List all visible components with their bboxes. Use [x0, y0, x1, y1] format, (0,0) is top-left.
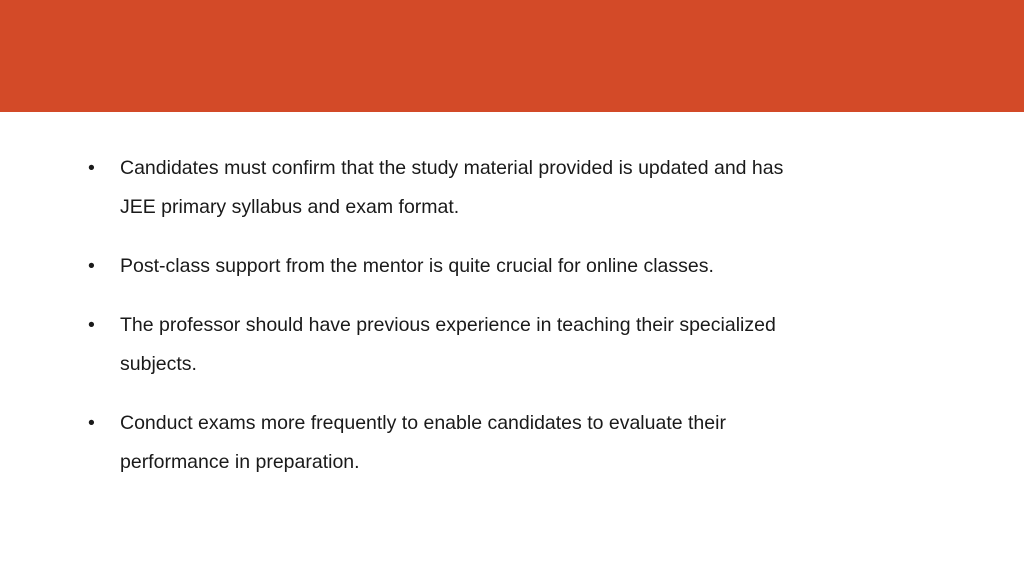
header-band	[0, 0, 1024, 112]
bullet-item	[88, 404, 808, 482]
bullet-dot-icon: •	[88, 255, 95, 277]
bullet-item	[88, 306, 808, 384]
bullet-text: Candidates must confirm that the study material provided is updated and has JEE primary syllabus and exam format.	[120, 157, 784, 218]
bullet-item	[88, 149, 808, 227]
bullet-item	[88, 247, 808, 286]
bullet-dot-icon: •	[88, 157, 95, 179]
bullet-dot-icon: •	[88, 412, 95, 434]
bullet-text: Post-class support from the mentor is quite crucial for online classes.	[120, 255, 714, 277]
bullet-text: Conduct exams more frequently to enable candidates to evaluate their performance in preparation.	[120, 412, 726, 473]
bullet-list	[88, 149, 808, 502]
bullet-dot-icon: •	[88, 314, 95, 336]
bullet-text: The professor should have previous experience in teaching their specialized subjects.	[120, 314, 776, 375]
